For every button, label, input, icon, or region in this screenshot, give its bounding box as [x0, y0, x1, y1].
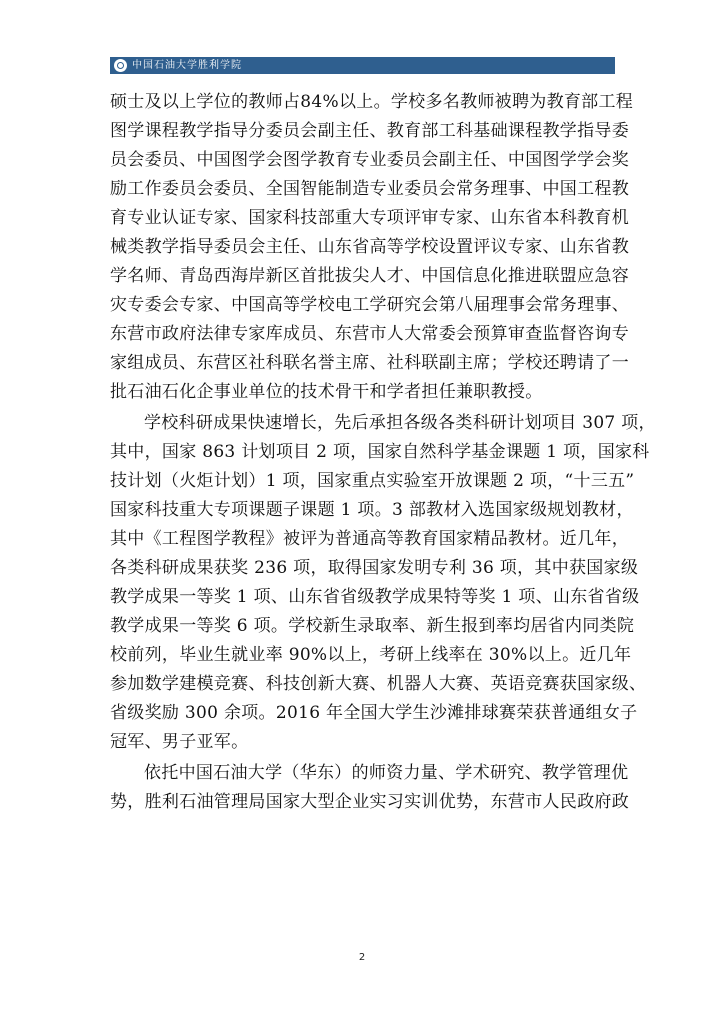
text-line: 学名师、青岛西海岸新区首批拔尖人才、中国信息化推进联盟应急容 [110, 266, 629, 286]
text-line: 图学课程教学指导分委员会副主任、教育部工科基础课程教学指导委 [110, 121, 629, 141]
text-line: 学校科研成果快速增长，先后承担各级各类科研计划项目 307 项， [144, 413, 656, 433]
paragraph-3 [110, 759, 629, 817]
text-line: 教学成果一等奖 6 项。学校新生录取率、新生报到率均居省内同类院 [110, 616, 635, 636]
text-line: 其中《工程图学教程》被评为普通高等教育国家精品教材。近几年， [110, 529, 629, 549]
text-line: 校前列，毕业生就业率 90%以上，考研上线率在 30%以上。近几年 [110, 645, 632, 665]
text-line: 参加数学建模竞赛、科技创新大赛、机器人大赛、英语竞赛获国家级、 [110, 674, 647, 694]
paragraph-1 [110, 88, 634, 407]
text-line: 教学成果一等奖 1 项、山东省省级教学成果特等奖 1 项、山东省省级 [110, 587, 640, 607]
text-line: 势，胜利石油管理局国家大型企业实习实训优势，东营市人民政府政 [110, 792, 629, 812]
text-line: 硕士及以上学位的教师占84%以上。学校多名教师被聘为教育部工程 [110, 92, 634, 112]
text-line: 育专业认证专家、国家科技部重大专项评审专家、山东省本科教育机 [110, 208, 629, 228]
text-line: 批石油石化企事业单位的技术骨干和学者担任兼职教授。 [110, 382, 543, 402]
text-line: 灾专委会专家、中国高等学校电工学研究会第八届理事会常务理事、 [110, 295, 629, 315]
text-line: 各类科研成果获奖 236 项，取得国家发明专利 36 项，其中获国家级 [110, 558, 639, 578]
text-line: 家组成员、东营区社科联名誉主席、社科联副主席；学校还聘请了一 [110, 353, 629, 373]
text-line: 械类教学指导委员会主任、山东省高等学校设置评议专家、山东省教 [110, 237, 629, 257]
text-line: 依托中国石油大学（华东）的师资力量、学术研究、教学管理优 [144, 763, 629, 783]
paragraph-2 [110, 409, 656, 757]
text-line: 技计划（火炬计划）1 项，国家重点实验室开放课题 2 项，“十三五” [110, 471, 635, 491]
text-line: 冠军、男子亚军。 [110, 732, 249, 752]
page-number: 2 [358, 952, 366, 963]
text-line: 其中，国家 863 计划项目 2 项，国家自然科学基金课题 1 项，国家科 [110, 442, 650, 462]
text-line: 国家科技重大专项课题子课题 1 项。3 部教材入选国家级规划教材， [110, 500, 634, 520]
text-line: 东营市政府法律专家库成员、东营市人大常委会预算审查监督咨询专 [110, 324, 629, 344]
text-line: 励工作委员会委员、全国智能制造专业委员会常务理事、中国工程教 [110, 179, 629, 199]
text-line: 省级奖励 300 余项。2016 年全国大学生沙滩排球赛荣获普通组女子 [110, 703, 638, 723]
text-line: 员会委员、中国图学会图学教育专业委员会副主任、中国图学学会奖 [110, 150, 629, 170]
header-institution-name: 中国石油大学胜利学院 [132, 60, 242, 71]
page-header-bar [110, 57, 615, 74]
document-body [110, 88, 656, 817]
university-logo-icon [114, 59, 127, 72]
